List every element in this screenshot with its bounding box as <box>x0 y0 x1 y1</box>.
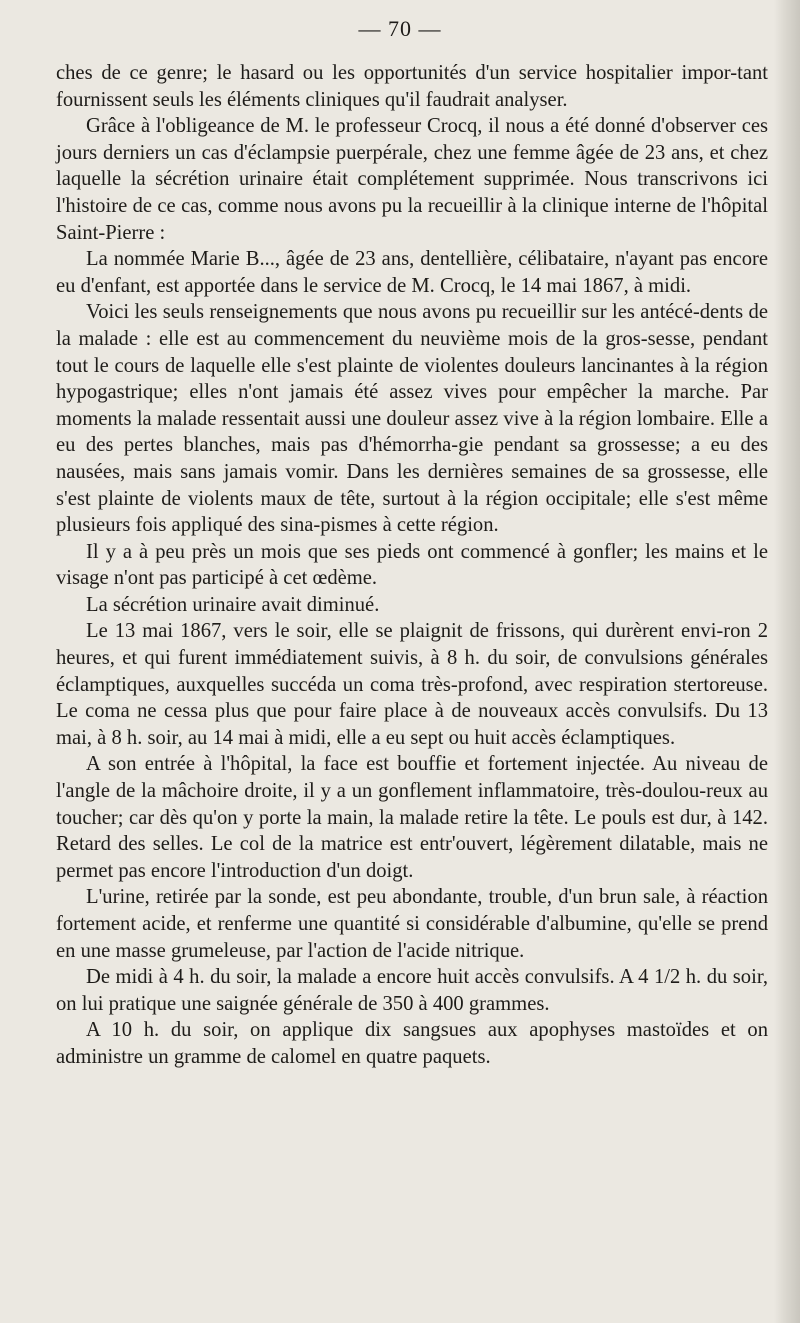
paragraph-urinary: La sécrétion urinaire avait diminué. <box>86 593 380 616</box>
paragraph-treatment: A 10 h. du soir, on applique dix sangsues aux apophyses mastoïdes et on administre un gramme de calomel en quatre paquets. <box>56 1019 768 1068</box>
page-number: — 70 — <box>358 16 442 41</box>
paragraph-urine: L'urine, retirée par la sonde, est peu abondante, trouble, d'un brun sale, à réaction fortement acide, et renferme une quantité si considérable d'albumine, qu'elle se prend en une masse grumeleuse, par l'action de l'acide nitrique. <box>56 886 768 962</box>
paragraph-onset: Le 13 mai 1867, vers le soir, elle se plaignit de frissons, qui durèrent envi-ron 2 heures, et qui furent immédiatement suivis, à 8 h. du soir, de convulsions générales éclamptiques, auxquelles succéda un coma très-profond, avec respiration stertoreuse. Le coma ne cessa plus que pour faire place à de nouveaux accès convulsifs. Du 13 mai, à 8 h. soir, au 14 mai à midi, elle a eu sept ou huit accès éclamptiques. <box>56 620 768 749</box>
paragraph-patient: La nommée Marie B..., âgée de 23 ans, dentellière, célibataire, n'ayant pas encore eu d'enfant, est apportée dans le service de M. Crocq, le 14 mai 1867, à midi. <box>56 248 768 297</box>
body-text <box>56 60 768 1071</box>
paragraph-bleeding: De midi à 4 h. du soir, la malade a encore huit accès convulsifs. A 4 1/2 h. du soir, on lui pratique une saignée générale de 350 à 400 grammes. <box>56 966 768 1015</box>
paragraph-continuation: ches de ce genre; le hasard ou les opportunités d'un service hospitalier impor-tant fournissent seuls les éléments cliniques qu'il faudrait analyser. <box>56 62 768 111</box>
page-edge-shadow <box>774 0 800 1323</box>
paragraph-antecedents: Voici les seuls renseignements que nous avons pu recueillir sur les antécé-dents de la malade : elle est au commencement du neuvième mois de la gros-sesse, pendant tout le cours de laquelle elle s'est plainte de violentes douleurs lancinantes à la région hypogastrique; elles n'ont jamais été assez vives pour empêcher la marche. Par moments la malade ressentait aussi une douleur assez vive à la région lombaire. Elle a eu des pertes blanches, mais pas d'hémorrha-gie pendant sa grossesse; a eu des nausées, mais sans jamais vomir. Dans les dernières semaines de sa grossesse, elle s'est plainte de violents maux de tête, surtout à la région occipitale; elle s'est même plusieurs fois appliqué des sina-pismes à cette région. <box>56 301 768 537</box>
paragraph-edema: Il y a à peu près un mois que ses pieds ont commencé à gonfler; les mains et le visage n'ont pas participé à cet œdème. <box>56 540 768 590</box>
paragraph-admission: A son entrée à l'hôpital, la face est bouffie et fortement injectée. Au niveau de l'angle de la mâchoire droite, il y a un gonflement inflammatoire, très-doulou-reux au toucher; car dès qu'on y porte la main, la malade retire la tête. Le pouls est dur, à 142. Retard des selles. Le col de la matrice est entr'ouvert, légèrement dilatable, mais ne permet pas encore l'introduction d'un doigt. <box>56 753 768 882</box>
paragraph-introduction: Grâce à l'obligeance de M. le professeur Crocq, il nous a été donné d'observer ces jours derniers un cas d'éclampsie puerpérale, chez une femme âgée de 23 ans, et chez laquelle la sécrétion urinaire était complétement supprimée. Nous transcrivons ici l'histoire de ce cas, comme nous avons pu la recueillir à la clinique interne de l'hôpital Saint-Pierre : <box>56 115 768 244</box>
